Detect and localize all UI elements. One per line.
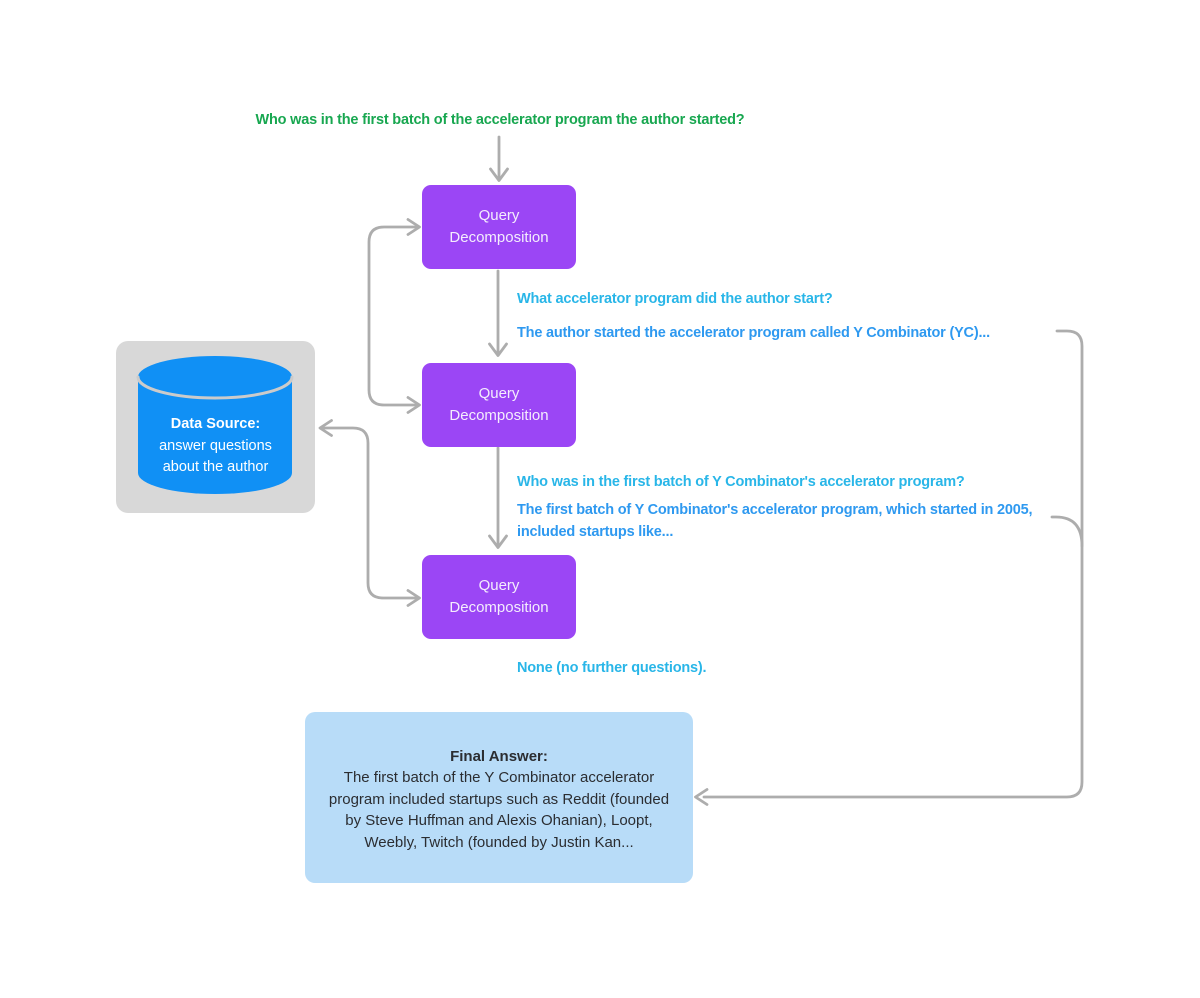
root-question: Who was in the first batch of the accelerator program the author started? — [255, 112, 745, 128]
node-label-line2: Decomposition — [449, 599, 549, 616]
node-label-line2: Decomposition — [449, 229, 549, 246]
sub-question-2: Who was in the first batch of Y Combinator's accelerator program? — [517, 474, 965, 490]
node-label-line1: Query — [478, 207, 520, 224]
final-answer-body: The first batch of the Y Combinator accelerator program included startups such as Reddit (founded by Steve Huffman and Alexis Ohanian), Loopt, Weebly, Twitch (founded by Justin Kan... — [328, 769, 670, 851]
sub-question-1: What accelerator program did the author start? — [517, 291, 833, 307]
node-label-line1: Query — [478, 577, 520, 594]
query-decomposition-node-3 — [422, 555, 576, 639]
sub-answer-2: The first batch of Y Combinator's accelerator program, which started in 2005, included startups like... — [517, 502, 1033, 540]
connector-datasource-node3-icon — [320, 421, 420, 606]
arrow-root-to-node1-icon — [491, 137, 508, 181]
query-decomposition-node-2 — [422, 363, 576, 447]
data-source-description-line1: answer questions — [159, 437, 272, 454]
data-source-text — [116, 414, 315, 479]
query-decomposition-node-1 — [422, 185, 576, 269]
sub-answer-1: The author started the accelerator program called Y Combinator (YC)... — [517, 325, 990, 341]
node-label-line1: Query — [478, 385, 520, 402]
final-answer-box — [305, 712, 693, 883]
connector-spine-node1-node2-icon — [369, 220, 420, 413]
final-answer-title: Final Answer: — [450, 748, 548, 765]
arrow-node1-to-node2-icon — [490, 271, 507, 356]
data-source-description-line2: about the author — [162, 459, 269, 475]
node-label-line2: Decomposition — [449, 407, 549, 424]
data-source-panel — [116, 341, 315, 513]
data-source-title: Data Source: — [170, 416, 261, 432]
arrow-node2-to-node3-icon — [490, 448, 507, 548]
connector-answers-to-final-icon — [696, 331, 1083, 805]
termination-message: None (no further questions). — [517, 660, 707, 676]
